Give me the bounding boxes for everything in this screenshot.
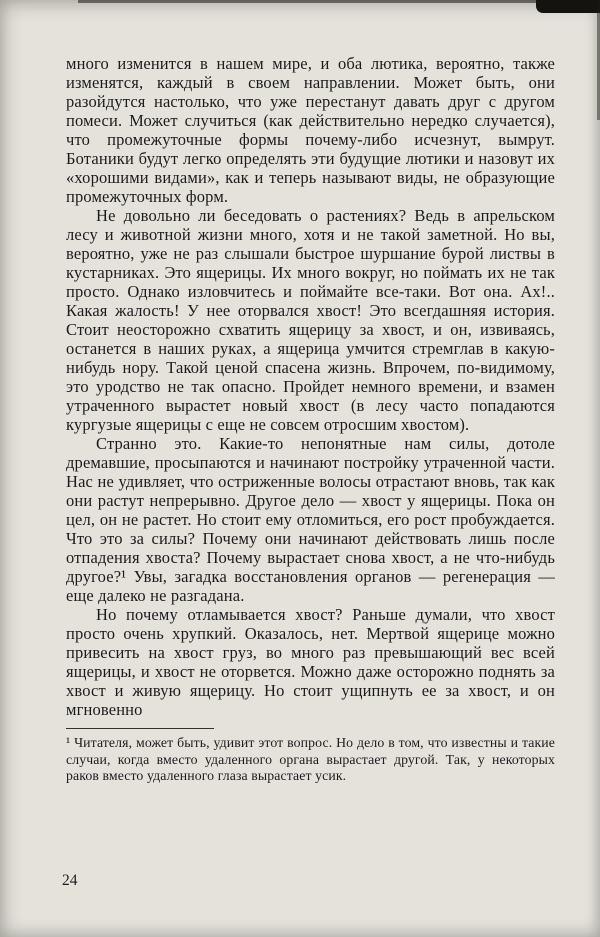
page-text-block xyxy=(66,54,555,785)
footnote: ¹ Читателя, может быть, удивит этот вопрос. Но дело в том, что известны и такие случаи, когда вместо удаленного органа вырастает другой. Так, у некоторых раков вместо удаленного глаза вырастает усик. xyxy=(66,735,555,784)
paragraph-continuation: много изменится в нашем мире, и оба лютика, вероятно, также изменятся, каждый в своем направлении. Может быть, они разойдутся настолько, что уже перестанут давать друг с другом помеси. Может случиться (как действительно нередко случается), что промежуточные формы почему-либо исчезнут, вымрут. Ботаники будут легко определять эти будущие лютики и назовут их «хорошими видами», как и теперь называют виды, не образующие промежуточных форм. xyxy=(66,54,555,206)
paragraph: Но почему отламывается хвост? Раньше думали, что хвост просто очень хрупкий. Оказалось, нет. Мертвой ящерице можно привесить на хвост груз, во много раз превышающий вес всей ящерицы, и хвост не оторвется. Можно даже осторожно поднять за хвост и живую ящерицу. Но стоит ущипнуть ее за хвост, и он мгновенно xyxy=(66,605,555,719)
paragraph: Странно это. Какие-то непонятные нам силы, дотоле дремавшие, просыпаются и начинают постройку утраченной части. Нас не удивляет, что остриженные волосы отрастают вновь, так как они растут непрерывно. Другое дело — хвост у ящерицы. Пока он цел, он не растет. Но стоит ему отломиться, его рост пробуждается. Что это за силы? Почему они начинают действовать лишь после отпадения хвоста? Почему вырастает снова хвост, а не что-нибудь другое?¹ Увы, загадка восстановления органов — регенерация — еще далеко не разгадана. xyxy=(66,434,555,605)
scan-artifact-corner xyxy=(536,0,600,13)
footnote-divider xyxy=(66,728,214,729)
paragraph: Не довольно ли беседовать о растениях? Ведь в апрельском лесу и животной жизни много, хотя и не такой заметной. Но вы, вероятно, уже не раз слышали быстрое шуршание бурой листвы в кустарниках. Это ящерицы. Их много вокруг, но поймать их не так просто. Однако изловчитесь и поймайте все-таки. Вот она. Ах!.. Какая жалость! У нее оторвался хвост! Это всегдашняя история. Стоит неосторожно схватить ящерицу за хвост, и он, извиваясь, останется в наших руках, а ящерица умчится стремглав в какую-нибудь нору. Такой ценой спасена жизнь. Впрочем, по-видимому, это уродство не так опасно. Пройдет немного времени, и взамен утраченного вырастет новый хвост (в лесу часто попадаются кургузые ящерицы с еще не совсем отросшим хвостом). xyxy=(66,206,555,434)
page-number: 24 xyxy=(62,872,78,889)
scan-artifact-top-edge xyxy=(78,0,600,3)
